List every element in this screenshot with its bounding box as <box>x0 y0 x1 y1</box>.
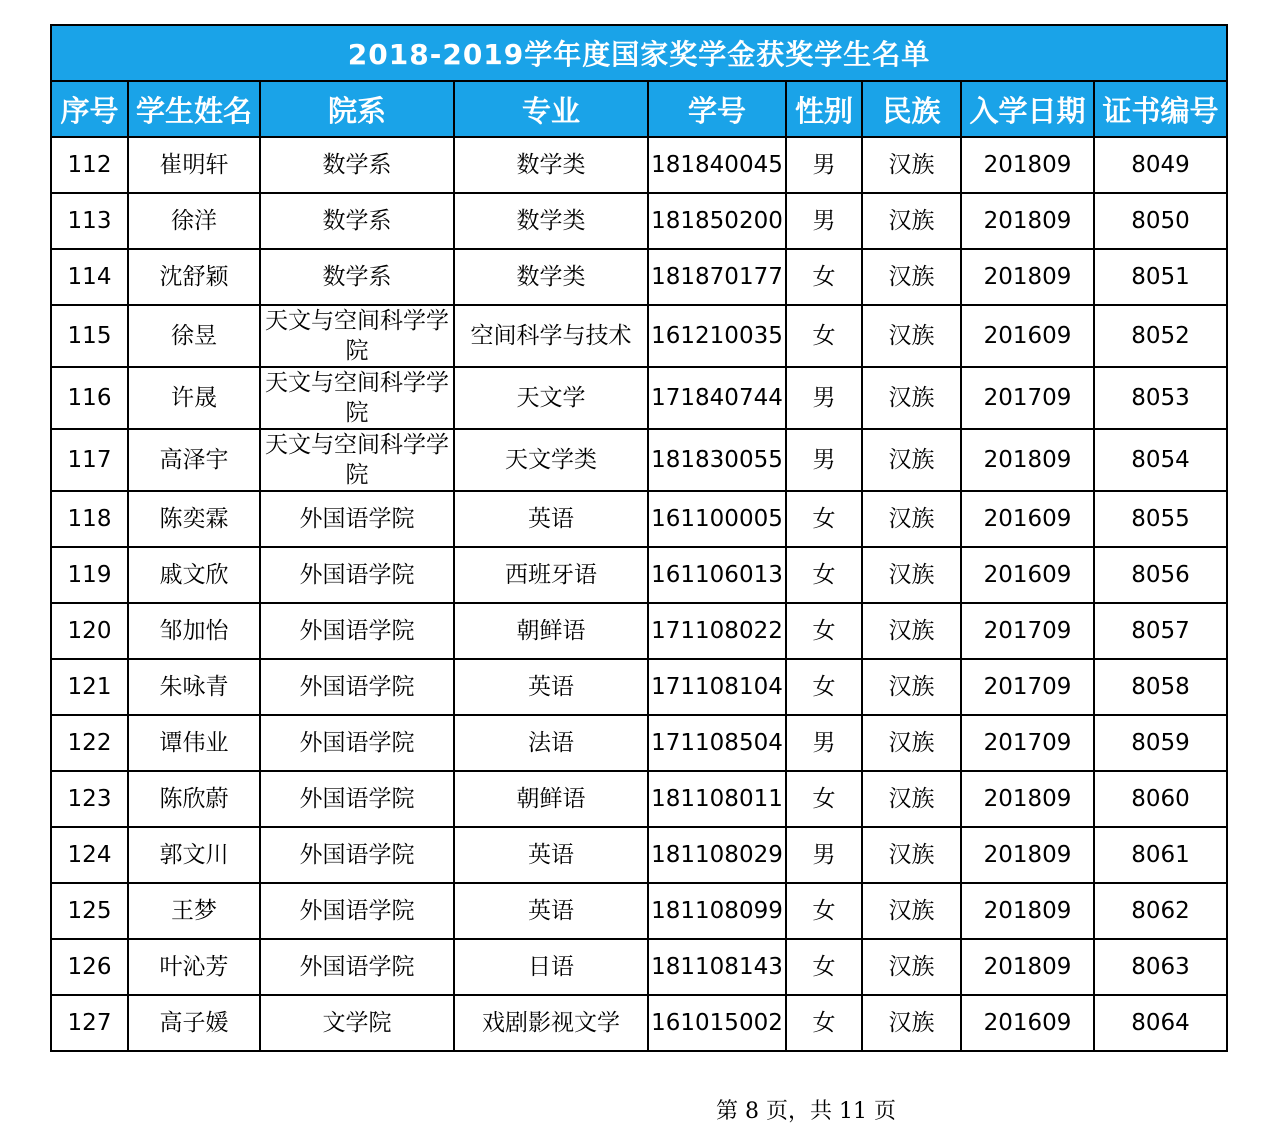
cell-student-name: 戚文欣 <box>128 547 260 603</box>
cell-student-name: 谭伟业 <box>128 715 260 771</box>
cell-ethnicity: 汉族 <box>862 491 961 547</box>
cell-student-id: 181850200 <box>648 193 786 249</box>
table-body <box>51 137 1227 1051</box>
cell-student-name: 叶沁芳 <box>128 939 260 995</box>
table-row <box>51 305 1227 367</box>
cell-certificate-no: 8057 <box>1094 603 1227 659</box>
cell-index: 126 <box>51 939 128 995</box>
cell-department: 外国语学院 <box>260 603 454 659</box>
cell-enrollment-date: 201809 <box>961 249 1094 305</box>
cell-enrollment-date: 201809 <box>961 827 1094 883</box>
cell-student-id: 161106013 <box>648 547 786 603</box>
cell-index: 122 <box>51 715 128 771</box>
cell-ethnicity: 汉族 <box>862 883 961 939</box>
cell-index: 127 <box>51 995 128 1051</box>
cell-department: 天文与空间科学学院 <box>260 305 454 367</box>
cell-enrollment-date: 201809 <box>961 883 1094 939</box>
cell-student-id: 181108011 <box>648 771 786 827</box>
cell-certificate-no: 8059 <box>1094 715 1227 771</box>
cell-department: 外国语学院 <box>260 715 454 771</box>
cell-student-name: 沈舒颖 <box>128 249 260 305</box>
cell-certificate-no: 8058 <box>1094 659 1227 715</box>
cell-major: 英语 <box>454 659 648 715</box>
table-row <box>51 491 1227 547</box>
page-footer: 第 8 页，共 11 页 <box>716 1099 896 1124</box>
cell-enrollment-date: 201809 <box>961 137 1094 193</box>
cell-student-id: 161015002 <box>648 995 786 1051</box>
cell-certificate-no: 8053 <box>1094 367 1227 429</box>
cell-gender: 女 <box>786 995 862 1051</box>
cell-department: 外国语学院 <box>260 491 454 547</box>
cell-major: 日语 <box>454 939 648 995</box>
cell-major: 戏剧影视文学 <box>454 995 648 1051</box>
scholarship-table <box>50 24 1228 1052</box>
cell-student-name: 王梦 <box>128 883 260 939</box>
cell-enrollment-date: 201809 <box>961 771 1094 827</box>
cell-student-name: 陈奕霖 <box>128 491 260 547</box>
cell-gender: 男 <box>786 193 862 249</box>
cell-student-name: 许晟 <box>128 367 260 429</box>
cell-student-name: 朱咏青 <box>128 659 260 715</box>
cell-gender: 男 <box>786 137 862 193</box>
cell-enrollment-date: 201809 <box>961 193 1094 249</box>
table-row <box>51 249 1227 305</box>
cell-department: 外国语学院 <box>260 827 454 883</box>
cell-index: 120 <box>51 603 128 659</box>
cell-gender: 女 <box>786 771 862 827</box>
cell-certificate-no: 8055 <box>1094 491 1227 547</box>
cell-major: 天文学 <box>454 367 648 429</box>
cell-ethnicity: 汉族 <box>862 367 961 429</box>
cell-gender: 男 <box>786 367 862 429</box>
cell-enrollment-date: 201709 <box>961 367 1094 429</box>
cell-major: 空间科学与技术 <box>454 305 648 367</box>
cell-department: 天文与空间科学学院 <box>260 429 454 491</box>
cell-ethnicity: 汉族 <box>862 305 961 367</box>
cell-gender: 男 <box>786 827 862 883</box>
cell-certificate-no: 8051 <box>1094 249 1227 305</box>
cell-major: 西班牙语 <box>454 547 648 603</box>
table-row <box>51 547 1227 603</box>
header-department: 院系 <box>260 81 454 137</box>
cell-student-id: 181108029 <box>648 827 786 883</box>
header-ethnicity: 民族 <box>862 81 961 137</box>
table-row <box>51 603 1227 659</box>
table-row <box>51 429 1227 491</box>
cell-certificate-no: 8062 <box>1094 883 1227 939</box>
cell-ethnicity: 汉族 <box>862 827 961 883</box>
cell-ethnicity: 汉族 <box>862 659 961 715</box>
cell-student-id: 171108022 <box>648 603 786 659</box>
cell-department: 外国语学院 <box>260 659 454 715</box>
cell-certificate-no: 8061 <box>1094 827 1227 883</box>
cell-index: 114 <box>51 249 128 305</box>
table-row <box>51 939 1227 995</box>
header-certificate-no: 证书编号 <box>1094 81 1227 137</box>
header-student-name: 学生姓名 <box>128 81 260 137</box>
table-row <box>51 193 1227 249</box>
table-row <box>51 715 1227 771</box>
cell-index: 119 <box>51 547 128 603</box>
cell-index: 123 <box>51 771 128 827</box>
cell-enrollment-date: 201609 <box>961 547 1094 603</box>
header-gender: 性别 <box>786 81 862 137</box>
header-enrollment-date: 入学日期 <box>961 81 1094 137</box>
cell-index: 121 <box>51 659 128 715</box>
cell-student-id: 181870177 <box>648 249 786 305</box>
table-row <box>51 771 1227 827</box>
header-row <box>51 81 1227 137</box>
cell-ethnicity: 汉族 <box>862 715 961 771</box>
cell-gender: 女 <box>786 883 862 939</box>
cell-major: 法语 <box>454 715 648 771</box>
cell-gender: 女 <box>786 491 862 547</box>
cell-gender: 女 <box>786 547 862 603</box>
table-row <box>51 659 1227 715</box>
cell-department: 数学系 <box>260 193 454 249</box>
cell-index: 125 <box>51 883 128 939</box>
cell-major: 英语 <box>454 491 648 547</box>
cell-department: 外国语学院 <box>260 883 454 939</box>
cell-certificate-no: 8052 <box>1094 305 1227 367</box>
cell-gender: 女 <box>786 659 862 715</box>
table-row <box>51 137 1227 193</box>
cell-department: 外国语学院 <box>260 939 454 995</box>
cell-certificate-no: 8050 <box>1094 193 1227 249</box>
cell-certificate-no: 8064 <box>1094 995 1227 1051</box>
cell-enrollment-date: 201709 <box>961 715 1094 771</box>
cell-department: 外国语学院 <box>260 547 454 603</box>
cell-student-name: 陈欣蔚 <box>128 771 260 827</box>
cell-student-id: 161210035 <box>648 305 786 367</box>
cell-student-id: 171108504 <box>648 715 786 771</box>
cell-ethnicity: 汉族 <box>862 939 961 995</box>
cell-ethnicity: 汉族 <box>862 771 961 827</box>
cell-department: 外国语学院 <box>260 771 454 827</box>
cell-enrollment-date: 201809 <box>961 939 1094 995</box>
cell-student-name: 徐洋 <box>128 193 260 249</box>
header-major: 专业 <box>454 81 648 137</box>
cell-certificate-no: 8049 <box>1094 137 1227 193</box>
cell-department: 数学系 <box>260 137 454 193</box>
cell-enrollment-date: 201709 <box>961 603 1094 659</box>
cell-department: 数学系 <box>260 249 454 305</box>
cell-enrollment-date: 201709 <box>961 659 1094 715</box>
cell-student-id: 181830055 <box>648 429 786 491</box>
cell-student-id: 181108143 <box>648 939 786 995</box>
table-row <box>51 995 1227 1051</box>
cell-student-name: 郭文川 <box>128 827 260 883</box>
cell-student-name: 高子媛 <box>128 995 260 1051</box>
cell-department: 天文与空间科学学院 <box>260 367 454 429</box>
cell-student-id: 161100005 <box>648 491 786 547</box>
cell-gender: 女 <box>786 305 862 367</box>
cell-enrollment-date: 201809 <box>961 429 1094 491</box>
cell-student-id: 181840045 <box>648 137 786 193</box>
cell-gender: 男 <box>786 715 862 771</box>
cell-department: 文学院 <box>260 995 454 1051</box>
cell-ethnicity: 汉族 <box>862 193 961 249</box>
table-row <box>51 883 1227 939</box>
cell-major: 英语 <box>454 883 648 939</box>
cell-certificate-no: 8056 <box>1094 547 1227 603</box>
cell-major: 数学类 <box>454 137 648 193</box>
cell-major: 朝鲜语 <box>454 771 648 827</box>
cell-student-name: 崔明轩 <box>128 137 260 193</box>
table-row <box>51 827 1227 883</box>
cell-major: 朝鲜语 <box>454 603 648 659</box>
cell-ethnicity: 汉族 <box>862 137 961 193</box>
cell-ethnicity: 汉族 <box>862 603 961 659</box>
cell-certificate-no: 8060 <box>1094 771 1227 827</box>
cell-gender: 男 <box>786 429 862 491</box>
cell-major: 英语 <box>454 827 648 883</box>
cell-index: 118 <box>51 491 128 547</box>
cell-ethnicity: 汉族 <box>862 547 961 603</box>
cell-enrollment-date: 201609 <box>961 995 1094 1051</box>
cell-student-name: 邹加怡 <box>128 603 260 659</box>
table-title: 2018-2019学年度国家奖学金获奖学生名单 <box>51 25 1227 81</box>
cell-ethnicity: 汉族 <box>862 429 961 491</box>
cell-major: 天文学类 <box>454 429 648 491</box>
cell-enrollment-date: 201609 <box>961 305 1094 367</box>
cell-enrollment-date: 201609 <box>961 491 1094 547</box>
cell-index: 113 <box>51 193 128 249</box>
cell-gender: 女 <box>786 939 862 995</box>
cell-index: 117 <box>51 429 128 491</box>
cell-major: 数学类 <box>454 249 648 305</box>
cell-ethnicity: 汉族 <box>862 995 961 1051</box>
header-index: 序号 <box>51 81 128 137</box>
cell-gender: 女 <box>786 603 862 659</box>
cell-student-id: 181108099 <box>648 883 786 939</box>
cell-gender: 女 <box>786 249 862 305</box>
cell-student-id: 171840744 <box>648 367 786 429</box>
cell-ethnicity: 汉族 <box>862 249 961 305</box>
cell-major: 数学类 <box>454 193 648 249</box>
cell-index: 112 <box>51 137 128 193</box>
cell-certificate-no: 8063 <box>1094 939 1227 995</box>
cell-student-id: 171108104 <box>648 659 786 715</box>
cell-student-name: 徐昱 <box>128 305 260 367</box>
header-student-id: 学号 <box>648 81 786 137</box>
cell-index: 124 <box>51 827 128 883</box>
cell-student-name: 高泽宇 <box>128 429 260 491</box>
cell-certificate-no: 8054 <box>1094 429 1227 491</box>
cell-index: 115 <box>51 305 128 367</box>
cell-index: 116 <box>51 367 128 429</box>
table-row <box>51 367 1227 429</box>
